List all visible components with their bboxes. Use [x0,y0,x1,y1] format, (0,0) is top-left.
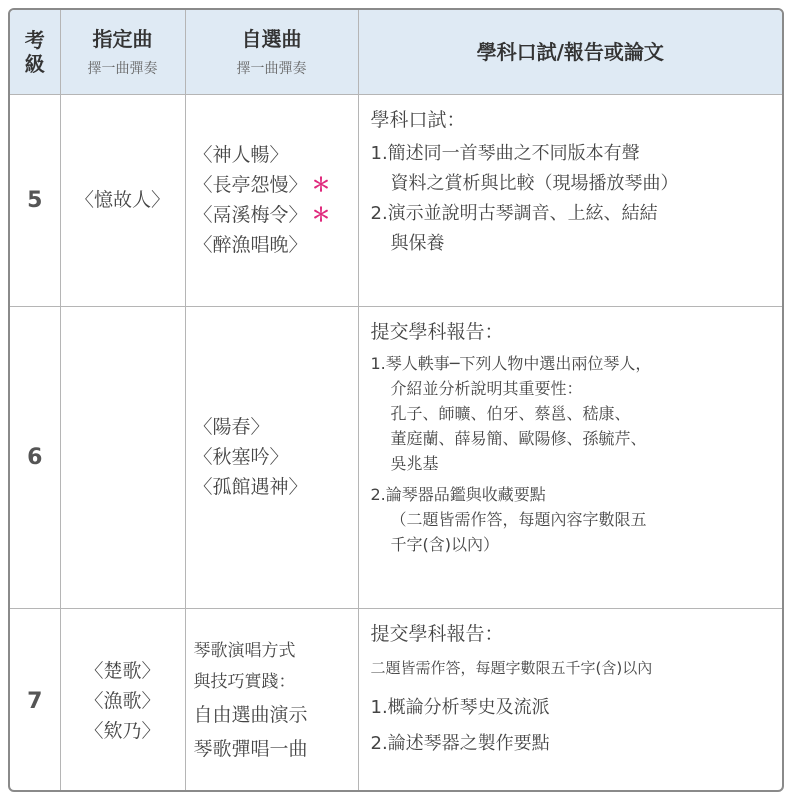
content-line: 二題皆需作答，每題字數限五千字(含)以內 [370,658,653,677]
self-piece [194,200,357,230]
content-line: 孔子、師曠、伯牙、蔡邕、嵇康、 [390,403,631,423]
table-row-level-6 [10,306,782,608]
self-piece-name: 〈神人暢〉 [193,144,289,166]
required-piece: 〈憶故人〉 [74,189,170,211]
content-line: 2.演示並說明古琴調音、上絃、結結 [370,202,658,224]
required-piece-cell [60,608,185,792]
self-piece-text: 自由選曲演示 [193,704,308,727]
content-line: 資料之賞析與比較（現場播放琴曲） [390,172,679,194]
star-mark: ＊ [311,204,331,226]
table-row-level-5 [10,94,782,306]
header-content-title: 學科口試/報告或論文 [476,39,664,64]
table-header-row [10,10,782,94]
required-piece-cell [60,94,185,306]
required-piece: 〈楚歌〉 [84,660,161,683]
header-required-title: 指定曲 [92,26,153,51]
content-line: 與保養 [390,232,445,254]
self-piece-cell [185,608,358,792]
self-piece-name: 〈鬲溪梅令〉 [193,204,308,226]
self-piece-name: 〈長亭怨慢〉 [193,174,308,196]
content-line: （二題皆需作答，每題內容字數限五 [390,509,647,529]
content-line: 2.論述琴器之製作要點 [370,732,550,754]
content-cell [358,94,782,306]
content-title: 提交學科報告： [370,622,504,645]
content-cell [358,306,782,608]
table-row-level-7 [10,608,782,792]
content-line: 介紹並分析說明其重要性： [390,378,583,398]
header-level-label: 考級 [24,27,45,76]
header-level [10,10,60,94]
level-number: 5 [10,94,60,306]
header-self-sub: 擇一曲彈奏 [236,60,307,77]
content-line: 董庭蘭、薛易簡、歐陽修、孫毓芹、 [390,428,647,448]
level-number: 7 [10,608,60,792]
content-cell [358,608,782,792]
required-piece: 〈漁歌〉 [84,690,161,713]
level-number: 6 [10,306,60,608]
self-piece: 〈孤館遇神〉 [193,476,308,498]
required-piece: 〈欸乃〉 [84,720,161,743]
content-title: 提交學科報告： [370,320,504,343]
self-piece-text: 與技巧實踐： [193,672,296,693]
content-line: 吳兆基 [390,453,439,473]
header-content [358,10,782,94]
header-self-title: 自選曲 [241,26,302,51]
content-title: 學科口試： [370,108,466,131]
self-piece-text: 琴歌演唱方式 [193,641,296,662]
self-piece-cell [185,306,358,608]
required-piece-cell [60,306,185,608]
header-required-sub: 擇一曲彈奏 [87,60,158,77]
exam-level-table [10,10,782,792]
self-piece [194,170,357,200]
header-self-piece [185,10,358,94]
self-piece-name: 〈醉漁唱晚〉 [193,234,308,256]
content-line: 1.琴人軼事─下列人物中選出兩位琴人， [370,353,652,373]
content-line: 千字(含)以內） [390,534,499,554]
star-mark: ＊ [311,174,331,196]
header-required-piece [60,10,185,94]
content-line: 1.簡述同一首琴曲之不同版本有聲 [370,142,640,164]
self-piece [194,230,357,260]
self-piece: 〈陽春〉 [193,416,270,438]
self-piece-cell [185,94,358,306]
self-piece [194,140,357,170]
content-line: 1.概論分析琴史及流派 [370,696,550,718]
content-line: 2.論琴器品鑑與收藏要點 [370,484,546,504]
self-piece: 〈秋塞吟〉 [193,446,289,468]
self-piece-text: 琴歌彈唱一曲 [193,738,308,761]
exam-table-frame [8,8,784,792]
